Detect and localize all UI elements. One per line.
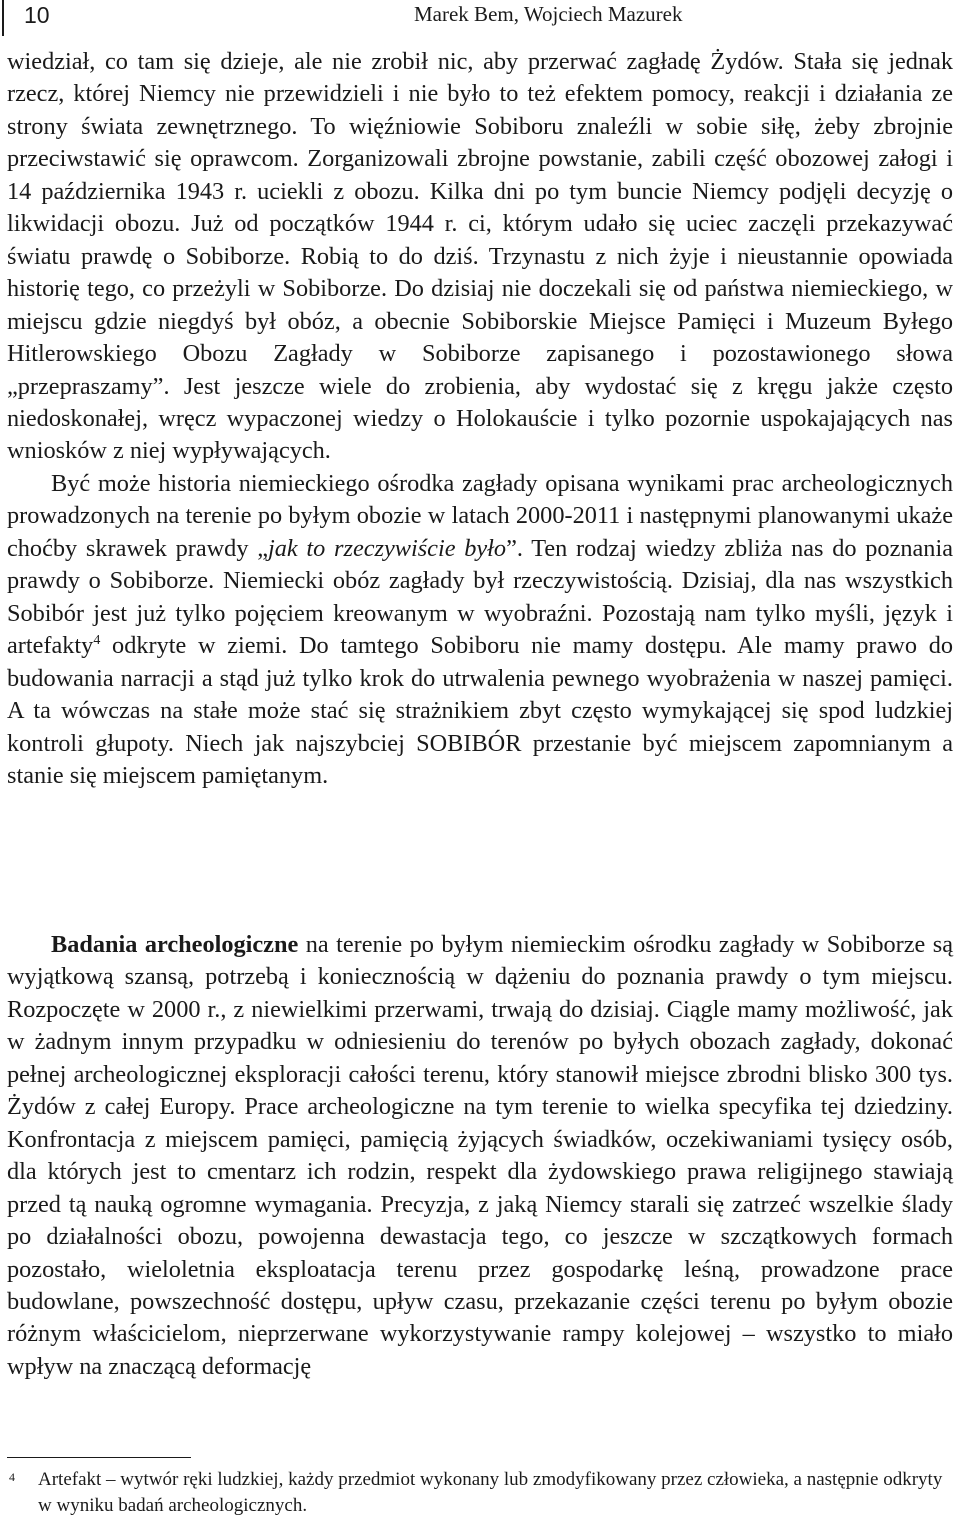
- paragraph-2-part-b: ”. Ten rodzaj wiedzy zbliża nas do poznania prawdy o Sobiborze. Niemiecki obóz zagłady był rzeczywistością. Dzisiaj, dla nas wszystkich Sobibór jest już tylko pojęciem kreowanym w wyobraźni. Pozostają nam tylko myśli, język i artefakty: [7, 534, 953, 660]
- paragraph-1: wiedział, co tam się dzieje, ale nie zrobił nic, aby przerwać zagładę Żydów. Stała się jednak rzecz, której Niemcy nie przewidzieli i nie było to też efektem pomocy, reakcji i działania ze strony świata zewnętrznego. To więźniowie Sobiboru znaleźli w sobie siłę, żeby zbrojnie przeciwstawić się oprawcom. Zorganizowali zbrojne powstanie, zabili część obozowej załogi i 14 października 1943 r. uciekli z obozu. Kilka dni po tym buncie Niemcy podjęli decyzję o likwidacji obozu. Już od początków 1944 r. ci, którym udało się uciec zaczęli przekazywać światu prawdę o Sobiborze. Robią to do dziś. Trzynastu z nich żyje i nieustannie opowiada historię tego, co przeżyli w Sobiborze. Do dzisiaj nie doczekali się od państwa niemieckiego, w miejscu gdzie niegdyś był obóz, a obecnie Sobiborskie Miejsce Pamięci i Muzeum Byłego Hitlerowskiego Obozu Zagłady w Sobiborze zapisanego i pozostawionego słowa „przepraszamy”. Jest jeszcze wiele do zrobienia, aby wydostać się z kręgu jakże często niedoskonałej, wręcz wypaczonej wiedzy o Holokauście i tylko pozornie uspokajających nas wniosków z niej wypływających.: [7, 48, 953, 465]
- body-text-section: [7, 929, 953, 1383]
- paragraph-3: [7, 929, 953, 1383]
- footnote-text: Artefakt – wytwór ręki ludzkiej, każdy przedmiot wykonany lub zmodyfikowany przez człowieka, a następnie odkryty w wyniku badań archeologicznych.: [38, 1469, 943, 1516]
- footnote-separator: [7, 1457, 191, 1458]
- footnote-number: 4: [9, 1470, 15, 1484]
- paragraph-2-part-c: odkryte w ziemi. Do tamtego Sobiboru nie mamy dostępu. Ale mamy prawo do budowania narracji a stąd już tylko krok do utrwalenia pewnego wyobrażenia w naszej pamięci. A ta wówczas na stałe może stać się strażnikiem zbyt często wymykającej się spod ludzkiej kontroli głupoty. Niech jak najszybciej SOBIBÓR przestanie być miejscem zapomnianym a stanie się miejscem pamiętanym.: [7, 632, 953, 789]
- paragraph-2-part-a: Być może historia niemieckiego ośrodka zagłady opisana wynikami prac archeologicznych prowadzonych na terenie po byłym obozie w latach 2000-2011 i następnymi planowanymi ukaże choćby skrawek prawdy „: [7, 469, 953, 562]
- page-header: [0, 0, 960, 40]
- page-number: 10: [24, 2, 50, 28]
- body-text-top: [7, 46, 953, 792]
- footnote-reference: 4: [93, 633, 101, 649]
- paragraph-2-italic-quote: jak to rzeczywiście było: [267, 534, 507, 562]
- section-lead-bold: Badania archeologiczne: [51, 931, 299, 958]
- paragraph-2: [7, 468, 953, 793]
- header-vertical-rule: [2, 0, 4, 36]
- running-head-authors: Marek Bem, Wojciech Mazurek: [414, 2, 683, 26]
- paragraph-3-text: na terenie po byłym niemieckim ośrodku zagłady w Sobiborze są wyjątkową szansą, potrzebą i koniecznością w dążeniu do poznania prawdy o tym miejscu. Rozpoczęte w 2000 r., z niewielkimi przerwami, trwają do dzisiaj. Ciągle mamy możliwość, jak w żadnym innym przypadku w odniesieniu do terenów po byłych obozach zagłady, dokonać pełnej archeologicznej eksploracji całości terenu, który stanowił miejsce zbrodni blisko 300 tys. Żydów z całej Europy. Prace archeologiczne na tym terenie to wielka specyfika tej dziedziny. Konfrontacja z miejscem pamięci, pamięcią żyjących świadków, oczekiwaniami tysięcy osób, dla których jest to cmentarz ich rodzin, respekt dla żydowskiego prawa religijnego stawiają przed tą nauką ogromne wymagania. Precyzja, z jaką Niemcy starali się zatrzeć wszelkie ślady po działalności obozu, powojenna dewastacja tego, co jeszcze w szczątkowych formach pozostało, wieloletnia eksploatacja terenu przez gospodarkę leśną, prowadzone prace budowlane, powszechność dostępu, upływ czasu, przekazanie części terenu po byłym obozie różnym właścicielom, nieprzerwane wykorzystywanie rampy kolejowej – wszystko to miało wpływ na znaczącą deformację: [7, 931, 953, 1380]
